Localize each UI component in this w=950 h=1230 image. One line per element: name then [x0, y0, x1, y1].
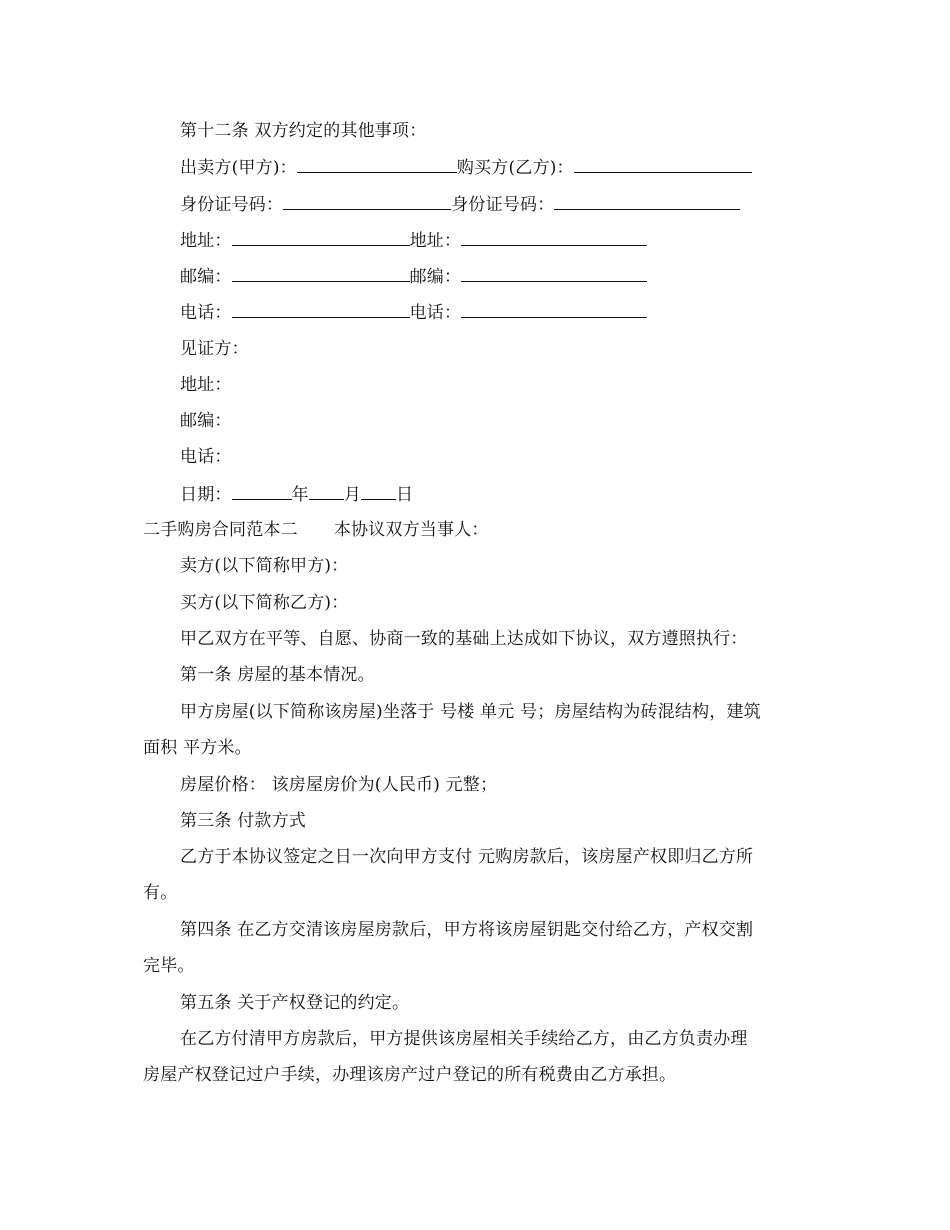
zip-line: [180, 266, 647, 287]
seller-blank: [297, 157, 457, 173]
witness-address-label: 地址：: [180, 375, 232, 395]
address-blank-buyer: [461, 230, 647, 246]
article-3-body-line-2: 有。: [143, 883, 178, 903]
id-blank-buyer: [554, 194, 740, 210]
zip-blank-buyer: [461, 266, 647, 282]
article-4-line-1: 第四条 在乙方交清该房屋房款后，甲方将该房屋钥匙交付给乙方，产权交割: [180, 920, 754, 940]
article-1-body-line-1: 甲方房屋(以下简称该房屋)坐落于 号楼 单元 号；房屋结构为砖混结构，建筑: [180, 702, 761, 722]
article-3-body-line-1: 乙方于本协议签定之日一次向甲方支付 元购房款后，该房屋产权即归乙方所: [180, 847, 754, 867]
witness-phone-label: 电话：: [180, 447, 232, 467]
date-line: [180, 484, 413, 505]
zip-label-seller: 邮编：: [180, 267, 232, 287]
phone-label-buyer: 电话：: [409, 303, 462, 323]
sample-two-heading-line: [143, 520, 489, 540]
buyer-blank: [574, 157, 752, 173]
consensus-paragraph: 甲乙双方在平等、自愿、协商一致的基础上达成如下协议，双方遵照执行：: [180, 629, 748, 649]
month-label: 月: [343, 485, 362, 505]
id-blank-seller: [283, 194, 451, 210]
article-5-heading: 第五条 关于产权登记的约定。: [180, 993, 410, 1013]
id-label-seller: 身份证号码：: [180, 195, 284, 215]
month-blank: [309, 484, 344, 500]
sample-two-title: 二手购房合同范本二: [143, 520, 298, 540]
phone-blank-buyer: [461, 302, 647, 318]
zip-label-buyer: 邮编：: [409, 267, 462, 287]
address-label-buyer: 地址：: [409, 231, 462, 251]
article-1-body-line-2: 面积 平方米。: [143, 738, 252, 758]
article-12-heading: 第十二条 双方约定的其他事项：: [180, 121, 427, 141]
day-blank: [361, 484, 396, 500]
date-label: 日期：: [180, 485, 232, 505]
address-blank-seller: [232, 230, 410, 246]
parties-heading: 本协议双方当事人：: [333, 520, 489, 540]
seller-short-label: 卖方(以下简称甲方)：: [180, 556, 349, 576]
seller-label: 出卖方(甲方)：: [180, 158, 297, 178]
witness-label: 见证方：: [180, 339, 249, 359]
article-1-heading: 第一条 房屋的基本情况。: [180, 665, 375, 685]
address-line: [180, 230, 647, 251]
article-3-heading: 第三条 付款方式: [180, 811, 307, 831]
phone-label-seller: 电话：: [180, 303, 232, 323]
zip-blank-seller: [232, 266, 410, 282]
price-line: 房屋价格： 该房屋房价为(人民币) 元整；: [180, 775, 498, 795]
buyer-short-label: 买方(以下简称乙方)：: [180, 593, 349, 613]
witness-zip-label: 邮编：: [180, 411, 232, 431]
year-label: 年: [291, 485, 309, 505]
seller-buyer-line: [180, 157, 752, 178]
year-blank: [232, 484, 292, 500]
article-5-body-line-2: 房屋产权登记过户手续，办理该房产过户登记的所有税费由乙方承担。: [143, 1065, 677, 1085]
id-label-buyer: 身份证号码：: [451, 195, 555, 215]
phone-blank-seller: [232, 302, 410, 318]
day-label: 日: [396, 485, 414, 505]
buyer-label: 购买方(乙方)：: [456, 158, 574, 178]
article-4-line-2: 完毕。: [143, 956, 195, 976]
phone-line: [180, 302, 647, 323]
address-label-seller: 地址：: [180, 231, 232, 251]
article-5-body-line-1: 在乙方付清甲方房款后，甲方提供该房屋相关手续给乙方，由乙方负责办理: [180, 1029, 748, 1049]
id-number-line: [180, 194, 740, 215]
